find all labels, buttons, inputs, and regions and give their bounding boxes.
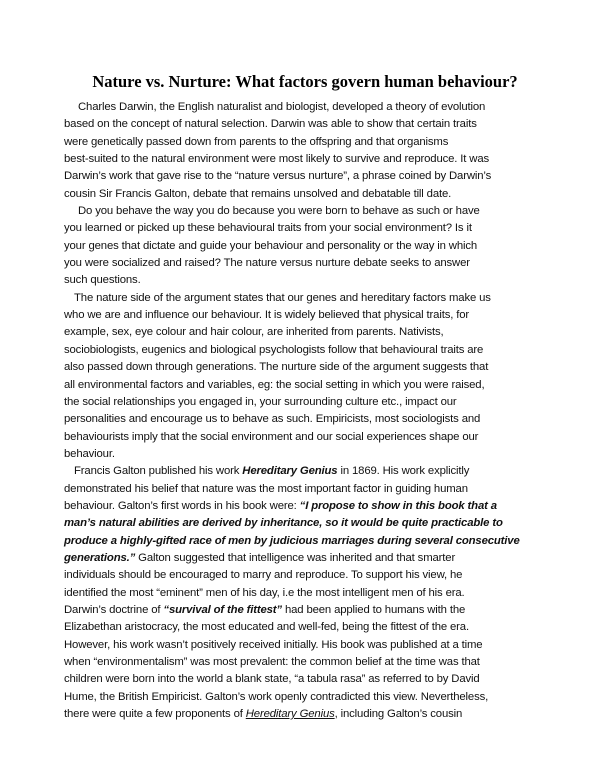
text-line: behaviour. bbox=[64, 447, 115, 460]
phrase-italic: “survival of the fittest” bbox=[163, 603, 282, 616]
text-line: who we are and influence our behaviour. It is widely believed that physical traits, for bbox=[64, 309, 470, 322]
quote-italic: generations.” bbox=[64, 551, 136, 564]
document-body bbox=[64, 99, 544, 723]
text-line: such questions. bbox=[64, 274, 141, 287]
text-line: based on the concept of natural selection. Darwin was able to show that certain traits bbox=[64, 118, 477, 131]
text-line: behaviourists imply that the social environment and our social experiences shape our bbox=[64, 430, 479, 443]
book-title-italic: Hereditary Genius bbox=[242, 465, 338, 478]
text-line bbox=[64, 498, 544, 515]
text-line: were genetically passed down from parents to the offspring and that organisms bbox=[64, 135, 449, 148]
text-run: Galton suggested that intelligence was inherited and that smarter bbox=[135, 551, 456, 564]
text-line: you learned or picked up these behavioural traits from your social environment? Is it bbox=[64, 222, 472, 235]
text-run: , including Galton’s cousin bbox=[334, 708, 463, 721]
page-title: Nature vs. Nurture: What factors govern human behaviour? bbox=[92, 72, 518, 91]
text-run: there were quite a few proponents of bbox=[64, 708, 246, 721]
text-line: best-suited to the natural environment were most likely to survive and reproduce. It was bbox=[64, 153, 490, 166]
text-run: Francis Galton published his work bbox=[74, 465, 243, 478]
quote-line: produce a highly-gifted race of men by judicious marriages during several consecutive bbox=[64, 534, 520, 547]
quote-line: man’s natural abilities are derived by inheritance, so it would be quite practicable to bbox=[64, 517, 503, 530]
text-line: demonstrated his belief that nature was the most important factor in guiding human bbox=[64, 482, 468, 495]
text-line: you were socialized and raised? The nature versus nurture debate seeks to answer bbox=[64, 257, 470, 270]
text-line: also passed down through generations. The nurture side of the argument suggests that bbox=[64, 361, 489, 374]
text-line: when “environmentalism” was most prevalent: the common belief at the time was that bbox=[64, 656, 480, 668]
text-line: Do you behave the way you do because you were born to behave as such or have bbox=[78, 205, 480, 218]
text-line: The nature side of the argument states that our genes and hereditary factors make us bbox=[74, 291, 491, 304]
text-run: in 1869. His work explicitly bbox=[337, 465, 470, 478]
text-line: However, his work wasn’t positively received initially. His book was published at a time bbox=[64, 638, 483, 651]
text-line: example, sex, eye colour and hair colour, are inherited from parents. Nativists, bbox=[64, 326, 444, 339]
text-line: identified the most “eminent” men of his day, i.e the most intelligent men of his era. bbox=[64, 586, 465, 599]
text-line: personalities and encourage us to behave as such. Empiricists, most sociologists and bbox=[64, 413, 481, 426]
text-line: cousin Sir Francis Galton, debate that remains unsolved and debatable till date. bbox=[64, 187, 452, 200]
text-run: had been applied to humans with the bbox=[281, 603, 466, 616]
book-title-italic: Hereditary Genius bbox=[245, 708, 335, 721]
text-line bbox=[64, 550, 544, 567]
quote-italic: “I propose to show in this book that a bbox=[299, 499, 497, 512]
text-line: the social relationships you engaged in, your surrounding culture etc., impact our bbox=[64, 395, 457, 408]
text-line: Charles Darwin, the English naturalist and biologist, developed a theory of evolution bbox=[78, 101, 486, 113]
text-line: your genes that dictate and guide your behaviour and personality or the way in which bbox=[64, 239, 478, 252]
text-run: behaviour. Galton’s first words in his book were: bbox=[64, 499, 300, 512]
text-run: Darwin’s doctrine of bbox=[64, 603, 164, 616]
text-line bbox=[64, 463, 544, 480]
text-line: all environmental factors and variables, eg: the social setting in which you were raised, bbox=[64, 378, 485, 391]
text-line: children were born into the world a blank state, “a tabula rasa” as referred to by David bbox=[64, 673, 480, 686]
text-line: Darwin’s work that gave rise to the “nature versus nurture”, a phrase coined by Darwin’s bbox=[64, 170, 492, 183]
text-line: individuals should be encouraged to marry and reproduce. To support his view, he bbox=[64, 569, 463, 582]
text-line bbox=[64, 706, 544, 723]
text-line: Elizabethan aristocracy, the most educated and well-fed, being the fittest of the era. bbox=[64, 621, 469, 634]
text-line: sociobiologists, eugenics and biological psychologists follow that behavioural traits are bbox=[64, 343, 484, 356]
text-line: Hume, the British Empiricist. Galton’s work openly contradicted this view. Nevertheless, bbox=[64, 690, 489, 703]
text-line bbox=[64, 602, 544, 619]
